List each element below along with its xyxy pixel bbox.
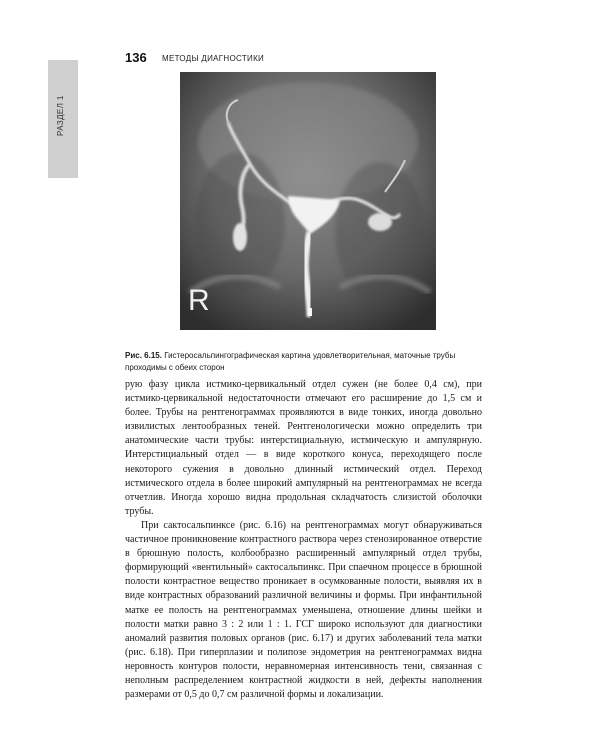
section-side-tab [48,60,78,178]
running-title: МЕТОДЫ ДИАГНОСТИКИ [162,54,265,63]
caption-text: Гистеросальпингографическая картина удовлетворительная, маточные трубы проходимы с обеих сторон [125,351,456,372]
body-text [125,378,482,702]
side-marker-letter: R [188,284,210,317]
page-number: 136 [125,50,147,65]
paragraph: рую фазу цикла истмико-цервикальный отдел сужен (не более 0,4 см), при истмико-цервикальной недостаточности отмечают его расширение до 1,5 см и более. Трубы на рентгенограммах проявляются в виде тонких, иногда довольно извилистых лентообразных теней. Рентгенологически можно определить три анатомические части трубы: интерстициальную, истмическую и ампулярную. Интерстициальный отдел — в виде короткого конуса, переходящего после некоторого сужения в довольно длинный истмический отдел. Переход истмического отдела в более широкий ампулярный на рентгенограммах не всегда отчетлив. Иногда хорошо видна продольная складчатость слизистой оболочки трубы. [125,379,482,517]
paragraph: При сактосальпинксе (рис. 6.16) на рентгенограммах могут обнаруживаться частичное проникновение контрастного раствора через стенозированное отверстие в брюшную полость, колбообразно расширенный ампулярный отдел трубы, формирующий «вентильный» сактосальпинкс. При спаечном процессе в брюшной полости контрастное вещество проникает в осумкованные полости, выявляя их в виде контрастных образований различной величины и формы. При инфантильной матке ее полость на рентгенограммах уменьшена, отношение длины шейки и полости матки равно 3 : 2 или 1 : 1. ГСГ широко используют для диагностики аномалий развития половых органов (рис. 6.17) и других заболеваний тела матки (рис. 6.18). При гиперплазии и полипозе эндометрия на рентгенограммах видна неровность контуров полости, неравномерная интенсивность тени, связанная с неполным распределением контрастной жидкости в ней, дефекты наполнения размерами от 0,5 до 0,7 см различной формы и локализации. [125,519,482,701]
section-label: РАЗДЕЛ 1 [56,95,65,136]
caption-label: Рис. 6.15. [125,351,162,360]
hysterosalpingogram-image [180,72,436,330]
figure-caption [125,350,481,374]
